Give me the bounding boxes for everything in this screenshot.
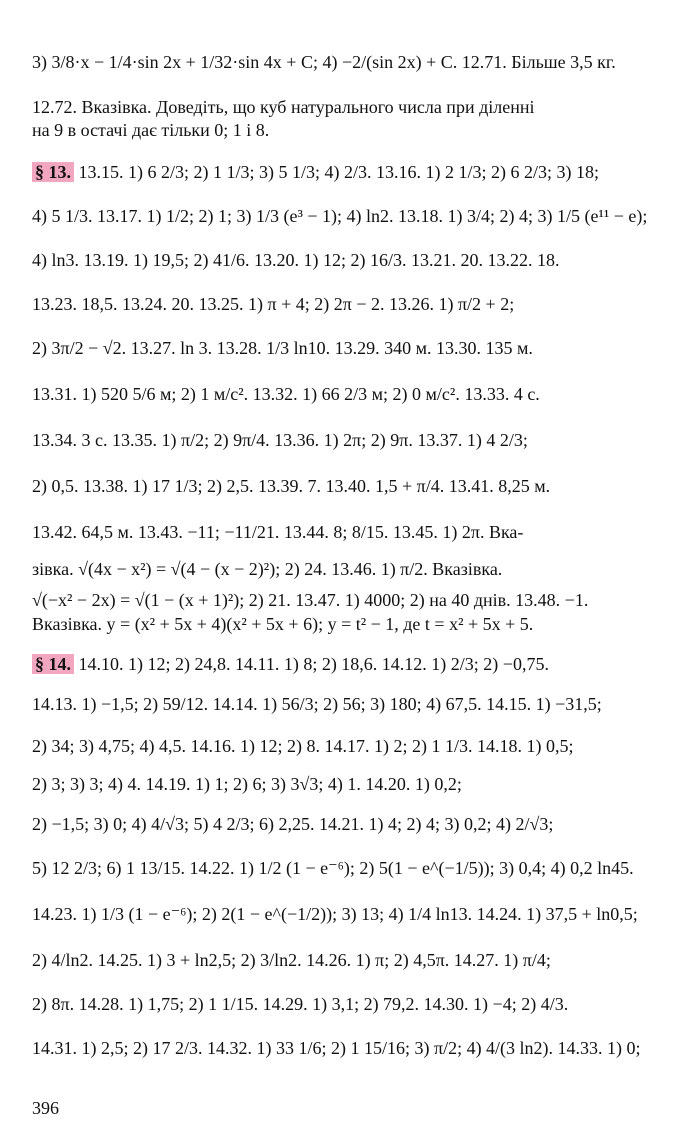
answer-line: 2) −1,5; 3) 0; 4) 4/√3; 5) 4 2/3; 6) 2,25. 14.21. 1) 4; 2) 4; 3) 0,2; 4) 2/√3;	[32, 814, 554, 834]
section-14-heading-line: § 14. 14.10. 1) 12; 2) 24,8. 14.11. 1) 8; 2) 18,6. 14.12. 1) 2/3; 2) −0,75.	[32, 652, 673, 676]
answer-line: 4) ln3. 13.19. 1) 19,5; 2) 41/6. 13.20. 1) 12; 2) 16/3. 13.21. 20. 13.22. 18.	[32, 250, 560, 270]
section-marker: § 14.	[32, 654, 74, 674]
answer-line: 2) 34; 3) 4,75; 4) 4,5. 14.16. 1) 12; 2) 8. 14.17. 1) 2; 2) 1 1/3. 14.18. 1) 0,5;	[32, 736, 574, 756]
answer-line: 2) 0,5. 13.38. 1) 17 1/3; 2) 2,5. 13.39. 7. 13.40. 1,5 + π/4. 13.41. 8,25 м.	[32, 476, 551, 496]
answer-line: Вказівка. y = (x² + 5x + 4)(x² + 5x + 6); y = t² − 1, де t = x² + 5x + 5.	[32, 614, 534, 634]
answer-line: 2) 3π/2 − √2. 13.27. ln 3. 13.28. 1/3 ln10. 13.29. 340 м. 13.30. 135 м.	[32, 338, 533, 358]
answer-line: 13.42. 64,5 м. 13.43. −11; −11/21. 13.44. 8; 8/15. 13.45. 1) 2π. Вка-	[32, 522, 524, 542]
answer-line: 14.23. 1) 1/3 (1 − e⁻⁶); 2) 2(1 − e^(−1/2)); 3) 13; 4) 1/4 ln13. 14.24. 1) 37,5 + ln0,5;	[32, 904, 638, 924]
answer-line: 14.31. 1) 2,5; 2) 17 2/3. 14.32. 1) 33 1/6; 2) 1 15/16; 3) π/2; 4) 4/(3 ln2). 14.33. 1) 0;	[32, 1038, 641, 1058]
answer-line: 14.13. 1) −1,5; 2) 59/12. 14.14. 1) 56/3; 2) 56; 3) 180; 4) 67,5. 14.15. 1) −31,5;	[32, 694, 602, 714]
page-number: 396	[32, 1098, 59, 1118]
answer-line: 2) 8π. 14.28. 1) 1,75; 2) 1 1/15. 14.29. 1) 3,1; 2) 79,2. 14.30. 1) −4; 2) 4/3.	[32, 994, 569, 1014]
section-13-heading-line: § 13. 13.15. 1) 6 2/3; 2) 1 1/3; 3) 5 1/3; 4) 2/3. 13.16. 1) 2 1/3; 2) 6 2/3; 3) 18;	[32, 160, 673, 184]
answer-line: 2) 4/ln2. 14.25. 1) 3 + ln2,5; 2) 3/ln2. 14.26. 1) π; 2) 4,5π. 14.27. 1) π/4;	[32, 950, 551, 970]
answer-line: 12.72. Вказівка. Доведіть, що куб натурального числа при діленні	[32, 97, 535, 117]
section-marker: § 13.	[32, 162, 74, 182]
answer-line: 2) 3; 3) 3; 4) 4. 14.19. 1) 1; 2) 6; 3) 3√3; 4) 1. 14.20. 1) 0,2;	[32, 774, 462, 794]
answer-line: зівка. √(4x − x²) = √(4 − (x − 2)²); 2) 24. 13.46. 1) π/2. Вказівка.	[32, 559, 503, 579]
answer-line: 3) 3/8·x − 1/4·sin 2x + 1/32·sin 4x + C; 4) −2/(sin 2x) + C. 12.71. Більше 3,5 кг.	[32, 52, 616, 72]
answer-line: √(−x² − 2x) = √(1 − (x + 1)²); 2) 21. 13.47. 1) 4000; 2) на 40 днів. 13.48. −1.	[32, 590, 589, 610]
answer-line: 4) 5 1/3. 13.17. 1) 1/2; 2) 1; 3) 1/3 (e³ − 1); 4) ln2. 13.18. 1) 3/4; 2) 4; 3) 1/5 (e¹¹ − e);	[32, 206, 648, 226]
answer-line: 13.23. 18,5. 13.24. 20. 13.25. 1) π + 4; 2) 2π − 2. 13.26. 1) π/2 + 2;	[32, 294, 515, 314]
answer-line: 13.31. 1) 520 5/6 м; 2) 1 м/с². 13.32. 1) 66 2/3 м; 2) 0 м/с². 13.33. 4 с.	[32, 384, 540, 404]
answer-line: 5) 12 2/3; 6) 1 13/15. 14.22. 1) 1/2 (1 − e⁻⁶); 2) 5(1 − e^(−1/5)); 3) 0,4; 4) 0,2 ln45.	[32, 858, 634, 878]
answer-line: 13.34. 3 с. 13.35. 1) π/2; 2) 9π/4. 13.36. 1) 2π; 2) 9π. 13.37. 1) 4 2/3;	[32, 430, 528, 450]
answer-line: на 9 в остачі дає тільки 0; 1 і 8.	[32, 120, 270, 140]
